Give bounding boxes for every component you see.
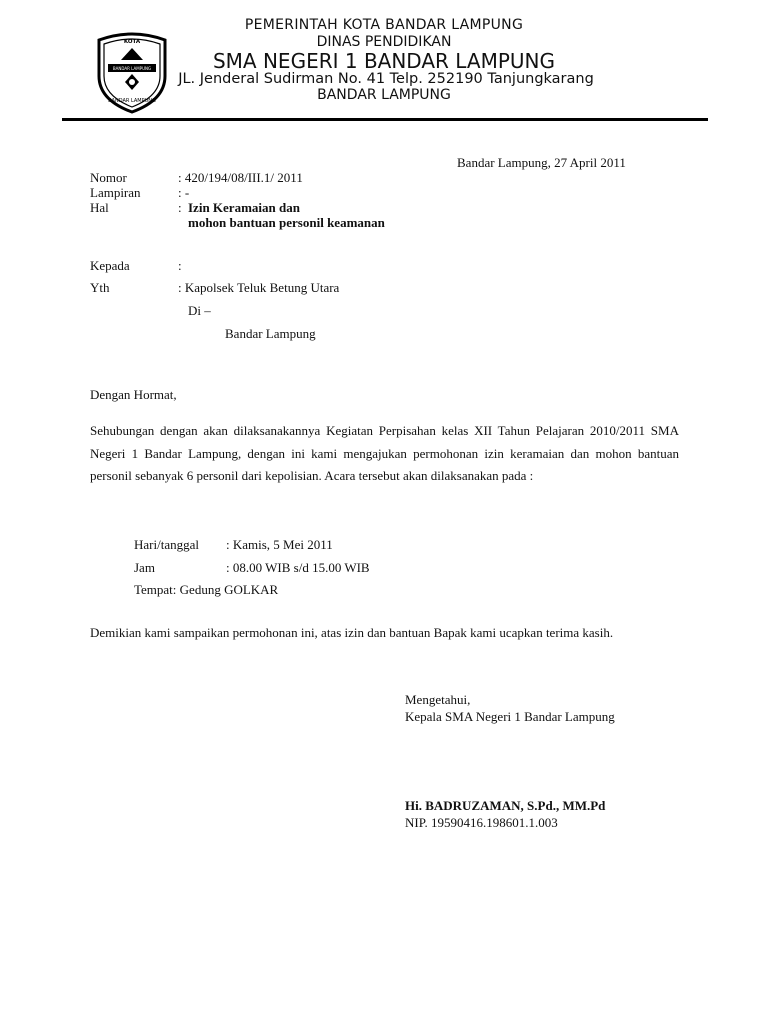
yth-label: Yth — [90, 280, 110, 295]
event-day-value: : Kamis, 5 Mei 2011 — [226, 537, 333, 552]
body-paragraph: Sehubungan dengan akan dilaksanakannya Kegiatan Perpisahan kelas XII Tahun Pelajaran 2010/2011 SMA Negeri 1 Bandar Lampung, dengan ini kami mengajukan permohonan izin keramaian dan mohon bantuan personil sebanyak 6 personil dari kepolisian. Acara tersebut akan dilaksanakan pada : — [90, 423, 679, 483]
signature-position: Kepala SMA Negeri 1 Bandar Lampung — [405, 709, 615, 724]
signature-name: Hi. BADRUZAMAN, S.Pd., MM.Pd — [405, 798, 606, 813]
hal-label: Hal — [90, 200, 109, 215]
nomor-label: Nomor — [90, 170, 127, 185]
letterhead-divider — [62, 118, 708, 121]
hal-colon: : — [178, 200, 182, 215]
letterhead-address: JL. Jenderal Sudirman No. 41 Telp. 252190 Tanjungkarang — [178, 71, 594, 87]
hal-subject-line2: mohon bantuan personil keamanan — [188, 215, 385, 230]
event-place: Tempat: Gedung GOLKAR — [134, 582, 279, 597]
signature-acknowledged: Mengetahui, — [405, 692, 471, 707]
recipient-name: : Kapolsek Teluk Betung Utara — [178, 280, 340, 295]
kepada-label: Kepada — [90, 258, 130, 273]
letterhead-department: DINAS PENDIDIKAN — [316, 34, 452, 50]
event-day-label: Hari/tanggal — [134, 537, 199, 552]
recipient-di: Di – — [188, 303, 211, 318]
letterhead-government: PEMERINTAH KOTA BANDAR LAMPUNG — [244, 17, 524, 33]
logo-top-text: KOTA — [123, 39, 141, 45]
event-time-value: : 08.00 WIB s/d 15.00 WIB — [226, 560, 370, 575]
kepada-colon: : — [178, 258, 182, 273]
letterhead-school-name: SMA NEGERI 1 BANDAR LAMPUNG — [212, 49, 555, 73]
letterhead-city: BANDAR LAMPUNG — [317, 87, 451, 103]
signature-nip: NIP. 19590416.198601.1.003 — [405, 815, 558, 830]
letter-date: Bandar Lampung, 27 April 2011 — [457, 155, 626, 170]
recipient-place: Bandar Lampung — [225, 326, 316, 341]
logo-band-text: BANDAR LAMPUNG — [112, 66, 152, 71]
logo-bottom-text: BANDAR LAMPUNG — [108, 98, 156, 104]
hal-subject-line1: Izin Keramaian dan — [188, 200, 300, 215]
closing-paragraph: Demikian kami sampaikan permohonan ini, atas izin dan bantuan Bapak kami ucapkan terima kasih. — [90, 625, 614, 640]
lampiran-label: Lampiran — [90, 185, 141, 200]
event-time-label: Jam — [134, 560, 155, 575]
nomor-value: : 420/194/08/III.1/ 2011 — [178, 170, 303, 185]
greeting: Dengan Hormat, — [90, 387, 177, 402]
lampiran-value: : - — [178, 185, 190, 200]
